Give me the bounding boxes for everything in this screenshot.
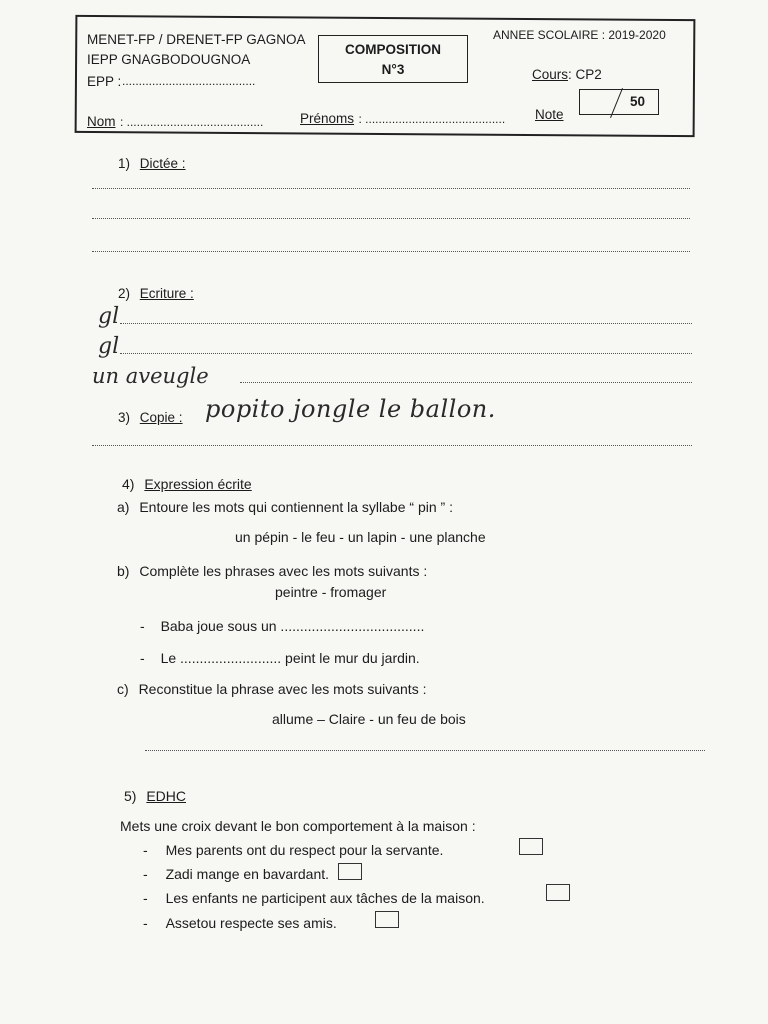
ecriture-number: 2) [118,286,131,301]
prenoms-field [300,110,505,128]
edhc-number: 5) [124,788,137,804]
ecriture-model-2: gl [98,334,120,359]
edhc-item-4-dash: - [143,915,148,931]
copie-model: popito jongle le ballon. [205,395,496,423]
note-slash [610,88,623,118]
edhc-item-2-text: Zadi mange en bavardant. [165,866,330,882]
cours-value: : CP2 [568,67,602,82]
part-b-item-1-dash: - [140,618,145,634]
copie-heading [118,410,183,425]
part-b-item-1 [140,618,424,634]
part-a-label: a) [117,499,130,515]
edhc-item-2-dash: - [143,866,148,882]
copie-line[interactable] [92,445,692,446]
nom-field [87,113,263,131]
prenoms-label: Prénoms [300,111,355,126]
edhc-heading [124,788,186,804]
edhc-item-2 [143,866,329,882]
part-a-words: un pépin - le feu - un lapin - une planche [235,529,486,545]
part-c-answer-line[interactable] [145,750,705,751]
nom-dots: : ......................................... [119,115,264,129]
cours-label: Cours [532,67,569,82]
dictee-line-2[interactable] [92,218,690,219]
epp-label: EPP : [87,74,122,89]
ecriture-heading [118,286,194,301]
edhc-checkbox-1[interactable] [519,838,543,855]
note-label: Note [535,107,564,122]
epp-dots: ........................................ [122,74,256,88]
edhc-item-1-dash: - [143,842,148,858]
part-b-text: Complète les phrases avec les mots suivants : [139,563,428,579]
iepp-label: IEPP GNAGBODOUGNOA [87,52,251,67]
expression-heading [122,476,252,492]
edhc-item-1 [143,842,443,858]
part-c-words: allume – Claire - un feu de bois [272,711,466,727]
composition-box [318,35,468,83]
note-box [579,89,659,115]
ecriture-line-3[interactable] [240,382,692,383]
part-c-label: c) [117,681,129,697]
edhc-title: EDHC [146,788,187,804]
ministry-label: MENET-FP / DRENET-FP GAGNOA [87,32,306,47]
edhc-instruction: Mets une croix devant le bon comportement à la maison : [120,818,476,834]
part-b-item-2 [140,650,420,666]
composition-title: COMPOSITION [344,42,441,57]
part-b-item-2-dash: - [140,650,145,666]
ecriture-line-1[interactable] [120,323,692,324]
expression-number: 4) [122,476,135,492]
part-b-item-1-text[interactable]: Baba joue sous un ..................................... [160,618,425,634]
prenoms-dots: : .......................................... [358,112,506,126]
edhc-checkbox-3[interactable] [546,884,570,901]
expression-title: Expression écrite [144,476,252,492]
dictee-line-3[interactable] [92,251,690,252]
part-b-item-2-text[interactable]: Le .......................... peint le mur du jardin. [160,650,420,666]
edhc-item-3-text: Les enfants ne participent aux tâches de la maison. [165,890,485,906]
edhc-checkbox-2[interactable] [338,863,362,880]
cours-field [532,66,602,84]
dictee-heading [118,156,186,171]
part-a-text: Entoure les mots qui contiennent la syllabe “ pin ” : [139,499,453,515]
ecriture-line-2[interactable] [120,353,692,354]
edhc-item-3 [143,890,485,906]
school-year: ANNEE SCOLAIRE : 2019-2020 [493,28,666,42]
ecriture-model-1: gl [98,304,120,329]
part-b-instruction [117,563,427,579]
edhc-item-4 [143,915,337,931]
edhc-item-4-text: Assetou respecte ses amis. [165,915,337,931]
part-b-label: b) [117,563,130,579]
note-max: 50 [630,94,646,109]
edhc-checkbox-4[interactable] [375,911,399,928]
ecriture-title: Ecriture : [139,286,194,301]
part-b-words: peintre - fromager [275,584,387,600]
edhc-item-1-text: Mes parents ont du respect pour la servante. [165,842,444,858]
dictee-number: 1) [118,156,131,171]
edhc-item-3-dash: - [143,890,148,906]
copie-number: 3) [118,410,131,425]
nom-label: Nom [87,114,116,129]
part-c-text: Reconstitue la phrase avec les mots suivants : [138,681,427,697]
dictee-line-1[interactable] [92,188,690,189]
part-c-instruction [117,681,426,697]
ecriture-model-3: un aveugle [92,364,209,388]
copie-title: Copie : [139,410,183,425]
composition-number: N°3 [381,62,405,77]
part-a-instruction [117,499,453,515]
dictee-title: Dictée : [139,156,186,171]
